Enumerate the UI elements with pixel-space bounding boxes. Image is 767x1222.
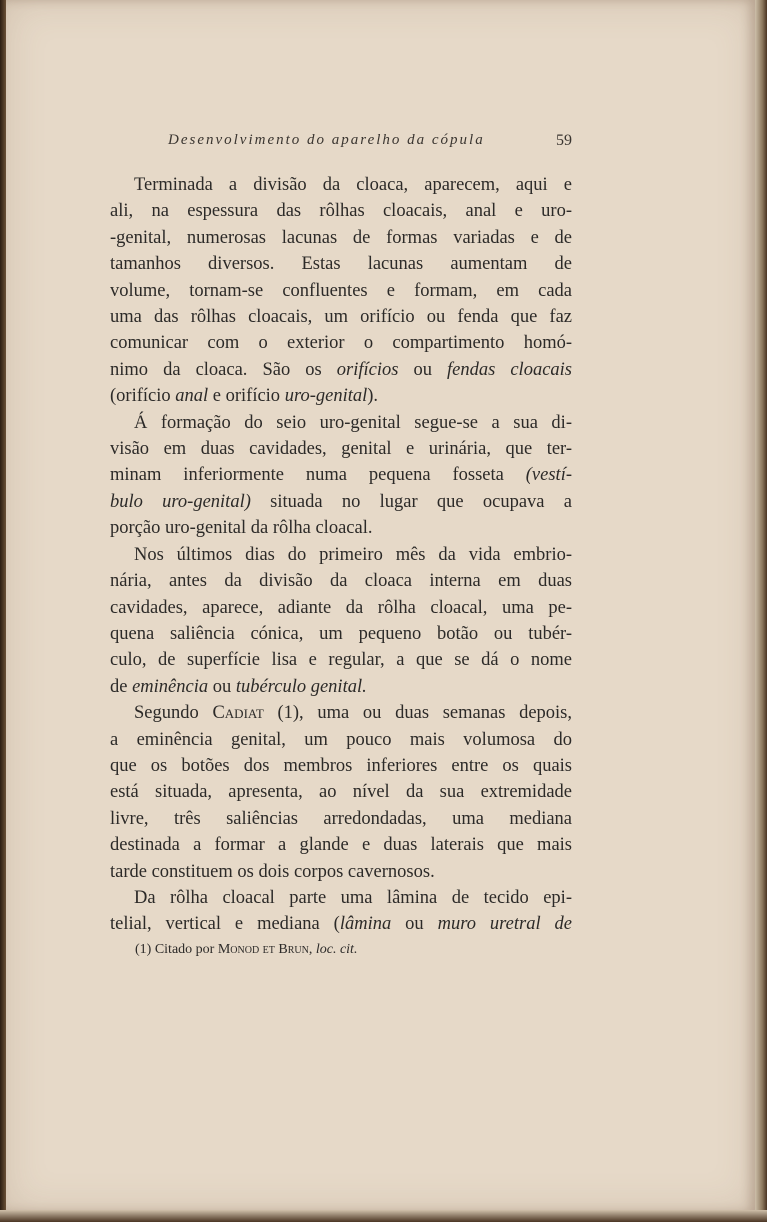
text-line bbox=[110, 911, 572, 937]
text-segment: ). bbox=[367, 386, 379, 407]
text-line: tarde constituem os dois corpos cavernosos. bbox=[110, 861, 435, 882]
author-name: Cadiat bbox=[212, 703, 264, 724]
text-line: que os botões dos membros inferiores entre os quais bbox=[110, 755, 572, 776]
italic-term: loc. cit. bbox=[315, 942, 358, 957]
text-line bbox=[110, 462, 572, 488]
footnote bbox=[135, 942, 357, 958]
text-segment: ou bbox=[398, 359, 447, 380]
text-line: ali, na espessura das rôlhas cloacais, anal e uro- bbox=[110, 201, 572, 222]
italic-term: fendas cloacais bbox=[447, 359, 572, 380]
running-header bbox=[110, 132, 572, 156]
text-line bbox=[110, 357, 572, 383]
italic-term: uro-genital bbox=[284, 386, 368, 407]
italic-term: (vestí- bbox=[525, 465, 572, 486]
text-segment: (1) Citado por bbox=[135, 942, 218, 957]
page-number: 59 bbox=[556, 132, 572, 149]
footnote-ref: (1), uma ou duas semanas depois, bbox=[263, 703, 573, 724]
text-line: Á formação do seio uro-genital segue-se a sua di- bbox=[134, 412, 572, 433]
author-name: Monod et Brun bbox=[217, 942, 309, 957]
paragraph-3 bbox=[110, 542, 572, 700]
text-line: livre, três saliências arredondadas, uma mediana bbox=[110, 808, 572, 829]
text-line: Nos últimos dias do primeiro mês da vida embrio- bbox=[134, 544, 572, 565]
text-line: tamanhos diversos. Estas lacunas aumentam de bbox=[110, 254, 572, 275]
text-segment: Segundo bbox=[134, 703, 213, 724]
body-text bbox=[110, 172, 572, 938]
page-right-edge bbox=[755, 0, 767, 1222]
text-line: destinada a formar a glande e duas laterais que mais bbox=[110, 835, 572, 856]
italic-term: muro uretral de bbox=[437, 914, 573, 935]
text-line bbox=[110, 674, 572, 700]
text-line: Terminada a divisão da cloaca, aparecem, aqui e bbox=[134, 175, 572, 195]
text-line bbox=[110, 383, 572, 409]
italic-term: anal bbox=[175, 386, 209, 407]
text-segment: (orifício bbox=[110, 386, 176, 407]
paragraph-1 bbox=[110, 172, 572, 410]
text-line: cavidades, aparece, adiante da rôlha cloacal, uma pe- bbox=[110, 597, 572, 618]
paragraph-5 bbox=[110, 885, 572, 938]
italic-term: orifícios bbox=[336, 359, 399, 380]
text-line: Da rôlha cloacal parte uma lâmina de tecido epi- bbox=[134, 887, 572, 908]
text-line bbox=[110, 700, 572, 726]
text-segment: ou bbox=[391, 914, 438, 935]
text-line bbox=[110, 489, 572, 515]
text-segment: de bbox=[110, 676, 133, 697]
text-line: culo, de superfície lisa e regular, a que se dá o nome bbox=[110, 650, 572, 671]
text-line: volume, tornam-se confluentes e formam, em cada bbox=[110, 280, 572, 301]
paragraph-4 bbox=[110, 700, 572, 885]
italic-term: eminência bbox=[132, 676, 209, 697]
text-segment: situada no lugar que ocupava a bbox=[250, 491, 572, 512]
text-line: uma das rôlhas cloacais, um orifício ou fenda que faz bbox=[110, 307, 572, 328]
paragraph-2 bbox=[110, 410, 572, 542]
italic-term: lâmina bbox=[339, 914, 392, 935]
text-line: a eminência genital, um pouco mais volumosa do bbox=[110, 729, 572, 750]
text-line: está situada, apresenta, ao nível da sua extremidade bbox=[110, 782, 572, 803]
text-segment: e orifício bbox=[208, 386, 285, 407]
text-line: -genital, numerosas lacunas de formas variadas e de bbox=[110, 227, 572, 248]
text-line: nária, antes da divisão da cloaca interna em duas bbox=[110, 571, 572, 592]
text-segment: telial, vertical e mediana ( bbox=[110, 914, 340, 935]
text-line: visão em duas cavidades, genital e urinária, que ter- bbox=[110, 439, 572, 460]
text-segment: , bbox=[308, 942, 316, 957]
text-segment: nimo da cloaca. São os bbox=[110, 359, 337, 380]
running-title: Desenvolvimento do aparelho da cópula bbox=[168, 132, 485, 148]
text-segment: minam inferiormente numa pequena fosseta bbox=[110, 465, 526, 486]
italic-term: tubérculo genital. bbox=[235, 676, 367, 697]
text-line: porção uro-genital da rôlha cloacal. bbox=[110, 518, 373, 539]
text-line: quena saliência cónica, um pequeno botão ou tubér- bbox=[110, 623, 572, 644]
page-bottom-edge bbox=[0, 1210, 767, 1222]
text-line: comunicar com o exterior o compartimento homó- bbox=[110, 333, 572, 354]
italic-term: bulo uro-genital) bbox=[110, 491, 251, 512]
text-segment: ou bbox=[208, 676, 236, 697]
